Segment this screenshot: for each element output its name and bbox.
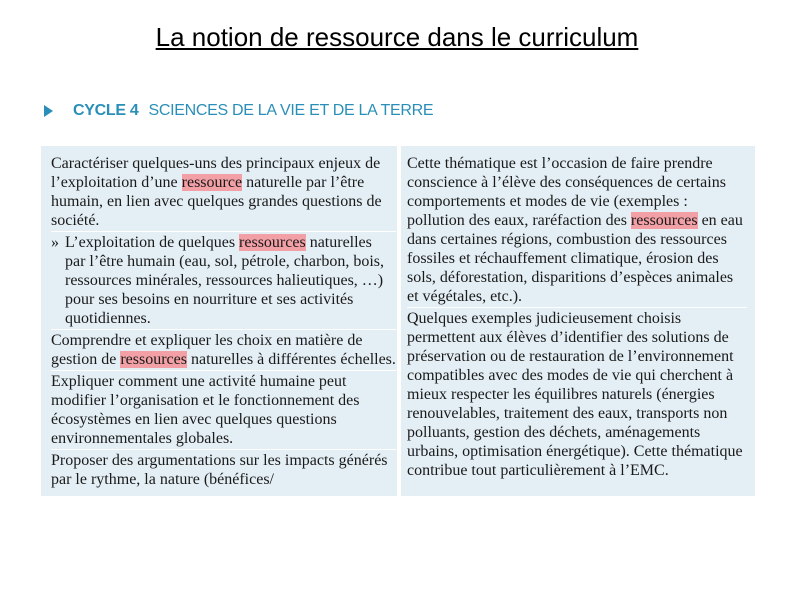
triangle-bullet-icon — [44, 105, 53, 117]
highlight-ressources: ressources — [120, 351, 187, 368]
slide-title — [0, 22, 794, 53]
left-paragraph-1: Caractériser quelques-uns des principaux enjeux de l’exploitation d’une ressource naturelle par l’être humain, en lien avec quelques grandes questions de société. — [51, 155, 382, 229]
column-divider — [397, 146, 401, 496]
section-heading — [44, 100, 433, 122]
bullet-mark: » — [51, 234, 59, 251]
left-paragraph-2: Comprendre et expliquer les choix en matière de gestion de ressources naturelles à différentes échelles. — [51, 329, 396, 369]
left-paragraph-3: Expliquer comment une activité humaine peut modifier l’organisation et le fonctionnement des écosystèmes en lien avec quelques questions environnementales globales. — [51, 370, 396, 448]
slide-title-text: La notion de ressource dans le curriculum — [155, 22, 639, 52]
left-bullet-1: » L’exploitation de quelques ressources naturelles par l’être humain (eau, sol, pétrole, charbon, bois, ressources minérales, ressources halieutiques, …) pour ses besoins en nourriture et ses activités quotidiennes. — [51, 231, 396, 328]
highlight-ressources: ressources — [630, 212, 698, 229]
highlight-ressources: ressources — [239, 234, 306, 251]
left-column — [51, 154, 396, 489]
right-paragraph-2: Quelques exemples judicieusement choisis permettent aux élèves d’identifier des solutions de préservation ou de restauration de l’environnement compatibles avec des modes de vie qui cherchent à mieux respecter les équilibres naturels (énergies renouvelables, traitement des eaux, transports non polluants, gestion des déchets, aménagements urbains, optimisation énergétique). Cette thématique contribue tout particulièrement à l’EMC. — [407, 307, 747, 480]
cycle-label: CYCLE 4 — [73, 102, 139, 119]
left-paragraph-4: Proposer des argumentations sur les impacts générés par le rythme, la nature (bénéfices/ — [51, 449, 396, 489]
curriculum-excerpt — [41, 146, 755, 496]
right-column — [407, 154, 747, 480]
subject-label: SCIENCES DE LA VIE ET DE LA TERRE — [148, 102, 434, 119]
right-paragraph-1: Cette thématique est l’occasion de faire prendre conscience à l’élève des conséquences de certains comportements et modes de vie (exemples : pollution des eaux, raréfaction des ressources en eau dans certaines régions, combustion des ressources fossiles et réchauffement climatique, érosion des sols, déforestation, disparitions d’espèces animales et végétales, etc.). — [407, 155, 743, 305]
highlight-ressource: ressource — [181, 174, 243, 191]
